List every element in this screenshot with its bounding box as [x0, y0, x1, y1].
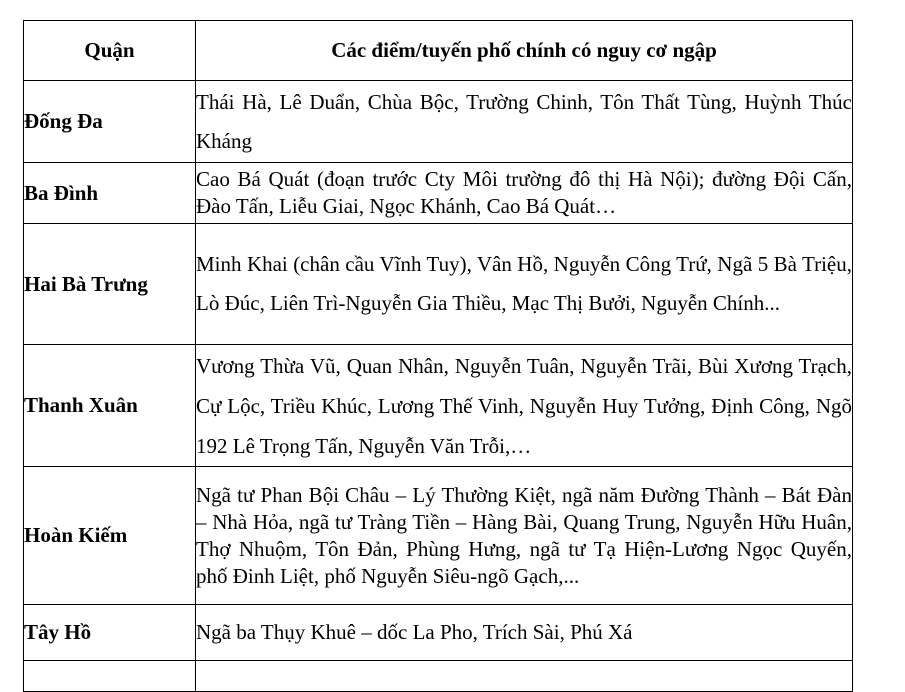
- table-row: [24, 345, 853, 467]
- streets-cell-empty: [196, 661, 853, 692]
- header-district: Quận: [24, 21, 196, 81]
- district-cell: Hai Bà Trưng: [24, 224, 196, 345]
- district-cell: Tây Hồ: [24, 605, 196, 661]
- district-cell: Ba Đình: [24, 163, 196, 224]
- streets-cell: Thái Hà, Lê Duẩn, Chùa Bộc, Trường Chinh, Tôn Thất Tùng, Huỳnh Thúc Kháng: [196, 81, 853, 163]
- header-row: [24, 21, 853, 81]
- district-cell: Hoàn Kiếm: [24, 467, 196, 605]
- table-row: [24, 224, 853, 345]
- header-streets: Các điểm/tuyến phố chính có nguy cơ ngập: [196, 21, 853, 81]
- district-cell: Đống Đa: [24, 81, 196, 163]
- flood-risk-table: [23, 20, 853, 692]
- table-row: [24, 467, 853, 605]
- district-cell: Thanh Xuân: [24, 345, 196, 467]
- streets-cell: Minh Khai (chân cầu Vĩnh Tuy), Vân Hồ, Nguyễn Công Trứ, Ngã 5 Bà Triệu, Lò Đúc, Liên Trì-Nguyễn Gia Thiều, Mạc Thị Bưởi, Nguyễn Chính...: [196, 224, 853, 345]
- table-row: [24, 163, 853, 224]
- table-row-partial: [24, 661, 853, 692]
- streets-cell: Cao Bá Quát (đoạn trước Cty Môi trường đô thị Hà Nội); đường Đội Cấn, Đào Tấn, Liễu Giai, Ngọc Khánh, Cao Bá Quát…: [196, 163, 853, 224]
- table-row: [24, 605, 853, 661]
- streets-cell: Ngã ba Thụy Khuê – dốc La Pho, Trích Sài, Phú Xá: [196, 605, 853, 661]
- streets-cell: Vương Thừa Vũ, Quan Nhân, Nguyễn Tuân, Nguyễn Trãi, Bùi Xương Trạch, Cự Lộc, Triều Khúc, Lương Thế Vinh, Nguyễn Huy Tưởng, Định Công, Ngõ 192 Lê Trọng Tấn, Nguyễn Văn Trỗi,…: [196, 345, 853, 467]
- district-cell-empty: [24, 661, 196, 692]
- table-row: [24, 81, 853, 163]
- streets-cell: Ngã tư Phan Bội Châu – Lý Thường Kiệt, ngã năm Đường Thành – Bát Đàn – Nhà Hỏa, ngã tư Tràng Tiền – Hàng Bài, Quang Trung, Nguyễn Hữu Huân, Thợ Nhuộm, Tôn Đản, Phùng Hưng, ngã tư Tạ Hiện-Lương Ngọc Quyến, phố Đinh Liệt, phố Nguyễn Siêu-ngõ Gạch,...: [196, 467, 853, 605]
